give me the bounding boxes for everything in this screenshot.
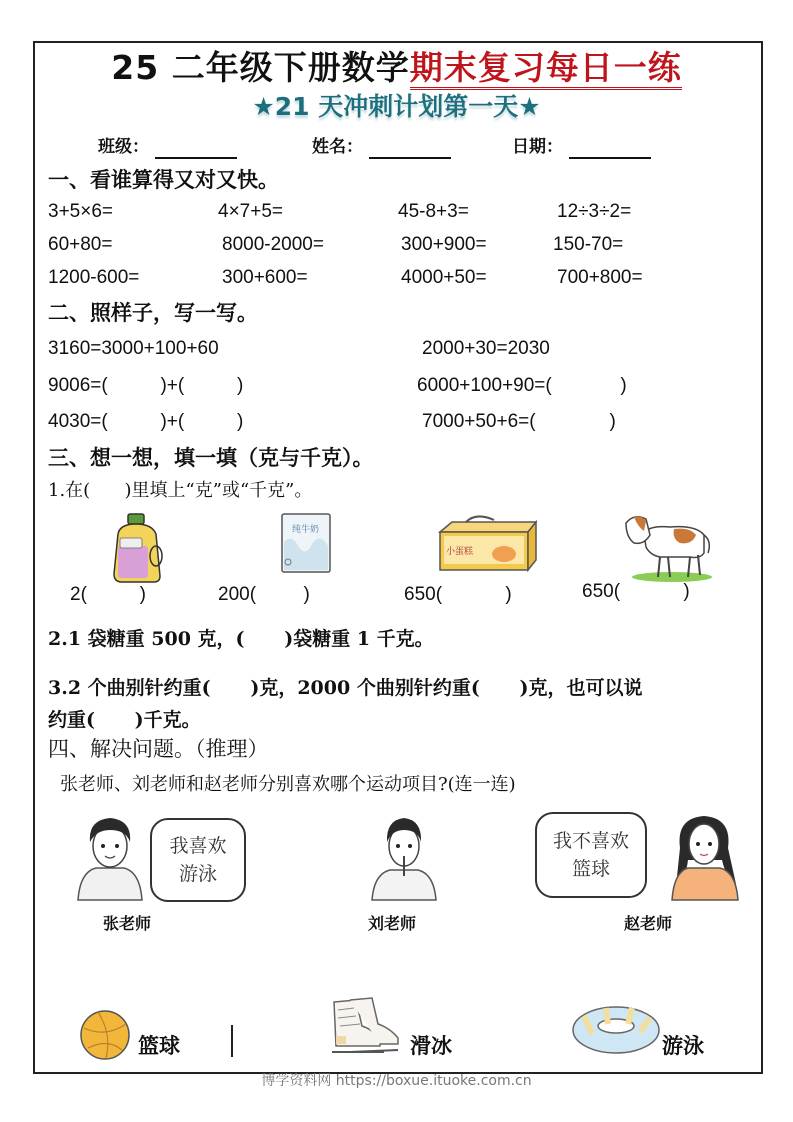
- section2-heading: 二、照样子，写一写。: [48, 300, 258, 325]
- footer-watermark: 博学资料网 https://boxue.ituoke.com.cn: [261, 1073, 532, 1089]
- divider: [231, 1025, 233, 1057]
- teacher-zhao-name: 赵老师: [624, 914, 673, 933]
- question-3-line1: 3.2 个曲别针约重( )克，2000 个曲别针约重( )克，也可以说: [48, 677, 643, 699]
- title-prefix: 25 二年级下册数学: [111, 48, 410, 87]
- class-blank[interactable]: [155, 141, 237, 159]
- class-field[interactable]: [98, 135, 237, 159]
- teacher-zhang-avatar: [70, 812, 150, 902]
- calc-item: 1200-600=: [48, 267, 140, 288]
- calc-item: 700+800=: [557, 267, 643, 288]
- sport-basketball-label[interactable]: 篮球: [138, 1034, 180, 1058]
- page-subtitle: ★21 天冲刺计划第一天★: [252, 92, 541, 121]
- speech-bubble-zhao: [535, 812, 647, 898]
- fill-item[interactable]: 7000+50+6=( ): [422, 411, 616, 432]
- calc-item: 4000+50=: [401, 267, 487, 288]
- calc-item: 60+80=: [48, 234, 113, 255]
- teacher-liu-avatar: [368, 812, 440, 902]
- milk-bag-icon: [280, 512, 334, 574]
- question-3-line2: 约重( )千克。: [48, 709, 201, 731]
- teacher-zhao-avatar: [666, 808, 746, 902]
- example-item: 3160=3000+100+60: [48, 338, 219, 359]
- question-1: 1.在( )里填上“克”或“千克”。: [48, 480, 313, 501]
- title-highlight: 期末复习每日一练: [410, 48, 682, 90]
- sport-skating-label[interactable]: 滑冰: [410, 1034, 452, 1058]
- class-label: 班级：: [98, 137, 149, 157]
- speech-line: 游泳: [178, 863, 217, 885]
- calc-item: 3+5×6=: [48, 201, 113, 222]
- section3-heading: 三、想一想，填一填（克与千克）。: [48, 445, 374, 470]
- page-title: [0, 48, 793, 88]
- weight-fill-milk[interactable]: 200( ): [218, 584, 310, 605]
- fill-item[interactable]: 4030=( )+( ): [48, 411, 244, 432]
- detergent-bottle-icon: [110, 512, 170, 584]
- name-field[interactable]: [312, 135, 451, 159]
- weight-fill-cow[interactable]: 650( ): [582, 581, 690, 602]
- date-field[interactable]: [512, 135, 651, 159]
- calc-item: 4×7+5=: [218, 201, 283, 222]
- teacher-liu-name: 刘老师: [368, 914, 417, 933]
- ice-skates-icon[interactable]: [328, 996, 408, 1058]
- teacher-zhang-name: 张老师: [103, 914, 152, 933]
- name-label: 姓名：: [312, 137, 363, 157]
- weight-fill-detergent[interactable]: 2( ): [70, 584, 147, 605]
- swim-ring-icon[interactable]: [570, 1004, 662, 1056]
- question-2: 2.1 袋糖重 500 克，( )袋糖重 1 千克。: [48, 628, 434, 650]
- date-blank[interactable]: [569, 141, 651, 159]
- calc-item: 300+900=: [401, 234, 487, 255]
- cow-icon: [620, 505, 718, 583]
- section4-heading: 四、解决问题。（推理）: [48, 737, 269, 761]
- calc-item: 300+600=: [222, 267, 308, 288]
- speech-line: 我喜欢: [169, 835, 227, 857]
- sport-swimming-label[interactable]: 游泳: [662, 1034, 704, 1058]
- calc-item: 150-70=: [553, 234, 624, 255]
- svg-text:小蛋糕: 小蛋糕: [446, 547, 474, 557]
- calc-item: 45-8+3=: [398, 201, 469, 222]
- speech-line: 我不喜欢: [552, 830, 629, 852]
- speech-bubble-zhang: [150, 818, 246, 902]
- calc-item: 12÷3÷2=: [557, 201, 632, 222]
- fill-item[interactable]: 6000+100+90=( ): [417, 375, 627, 396]
- example-item: 2000+30=2030: [422, 338, 550, 359]
- weight-fill-cake[interactable]: 650( ): [404, 584, 512, 605]
- fill-item[interactable]: 9006=( )+( ): [48, 375, 244, 396]
- date-label: 日期：: [512, 137, 563, 157]
- svg-text:纯牛奶: 纯牛奶: [292, 525, 320, 535]
- section1-heading: 一、看谁算得又对又快。: [48, 167, 279, 192]
- speech-line: 篮球: [571, 858, 610, 880]
- cake-box-icon: [436, 512, 540, 572]
- name-blank[interactable]: [369, 141, 451, 159]
- calc-item: 8000-2000=: [222, 234, 324, 255]
- basketball-icon[interactable]: [78, 1008, 132, 1062]
- section4-prompt: 张老师、刘老师和赵老师分别喜欢哪个运动项目?(连一连): [60, 774, 516, 795]
